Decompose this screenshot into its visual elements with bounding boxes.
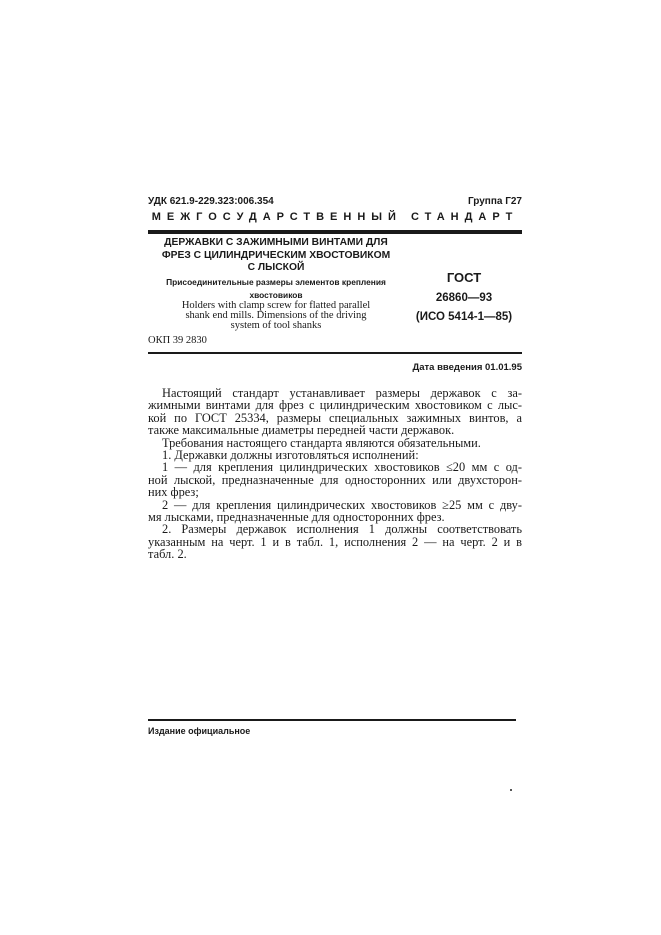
gost-label: ГОСТ	[446, 270, 482, 285]
gost-number: 26860—93	[435, 292, 493, 304]
title-en-line: shank end mills. Dimensions of the driving	[185, 310, 367, 321]
body-line: Требования настоящего стандарта являются обязательными.	[162, 435, 481, 450]
title-en-line: system of tool shanks	[230, 320, 322, 331]
okp-code: ОКП 39 2830	[148, 335, 207, 346]
body-line: табл. 2.	[148, 547, 187, 562]
udk-code: УДК 621.9-229.323:006.354	[148, 196, 274, 207]
official-edition: Издание официальное	[148, 726, 251, 736]
body-line: 1. Державки должны изготовляться исполнений:	[162, 448, 419, 462]
title-en-line: Holders with clamp screw for flatted parallel	[181, 300, 371, 311]
title-ru	[148, 237, 404, 275]
top-thick-rule	[148, 230, 522, 234]
subtitle-ru	[148, 276, 404, 301]
subtitle-line: хвостовиков	[249, 289, 303, 300]
body-line: мя лысками, предназначенные для односторонних фрез.	[148, 510, 445, 524]
body-line: также максимальные диаметры передней части державок.	[148, 423, 455, 438]
body-line: них фрез;	[148, 485, 199, 500]
title-line: С ЛЫСКОЙ	[247, 262, 305, 273]
body-line: жимными винтами для фрез с цилиндрическим хвостовиком с лыс-	[148, 398, 522, 413]
effective-date: Дата введения 01.01.95	[412, 362, 522, 373]
group-code: Группа Г27	[467, 196, 522, 207]
subtitle-line: Присоединительные размеры элементов крепления	[166, 277, 386, 287]
body-line: 1 — для крепления цилиндрических хвостовиков ≤20 мм с од-	[162, 460, 522, 475]
title-en	[148, 301, 404, 331]
header-rule	[148, 352, 522, 354]
title-line: ФРЕЗ С ЦИЛИНДРИЧЕСКИМ ХВОСТОВИКОМ	[161, 249, 391, 261]
body-line: ной лыской, предназначенные для односторонних или двухсторон-	[148, 472, 522, 487]
body-line: Настоящий стандарт устанавливает размеры державок с за-	[162, 386, 522, 400]
page-speck	[510, 789, 512, 791]
body-line: 2 — для крепления цилиндрических хвостовиков ≥25 мм с дву-	[162, 497, 522, 512]
title-line: ДЕРЖАВКИ С ЗАЖИМНЫМИ ВИНТАМИ ДЛЯ	[164, 237, 388, 248]
body-line: кой по ГОСТ 25334, размеры специальных зажимных винтов, а	[148, 410, 522, 425]
body-line: указанным на черт. 1 и в табл. 1, исполнения 2 — на черт. 2 и в	[148, 534, 522, 549]
body-line: 2. Размеры державок исполнения 1 должны соответствовать	[162, 522, 522, 537]
iso-number: (ИСО 5414-1—85)	[415, 311, 513, 323]
standard-banner: МЕЖГОСУДАРСТВЕННЫЙ СТАНДАРТ	[151, 211, 519, 223]
footer-rule	[148, 719, 516, 721]
